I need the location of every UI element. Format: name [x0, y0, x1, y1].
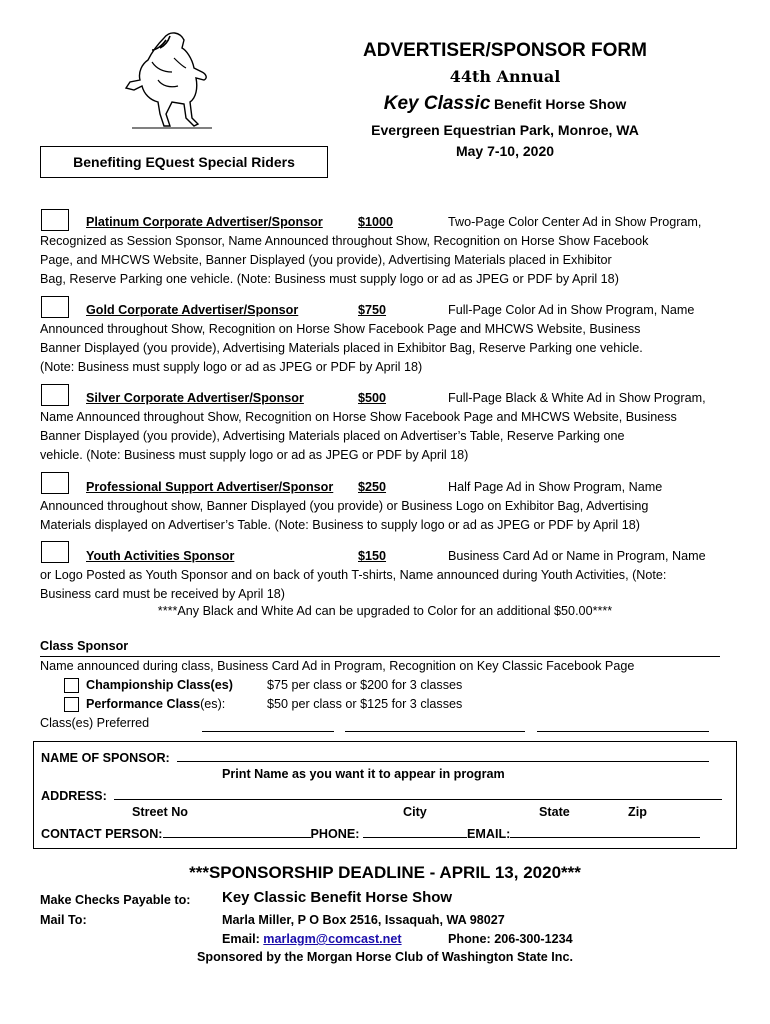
level-desc: vehicle. (Note: Business must supply logo or ad as JPEG or PDF by April 18)	[40, 448, 469, 462]
contact-person-field[interactable]	[163, 824, 311, 838]
level-desc: Bag, Reserve Parking one vehicle. (Note: Business must supply logo or ad as JPEG or PDF by April 18)	[40, 272, 619, 286]
level-name: Silver Corporate Advertiser/Sponsor	[86, 391, 304, 405]
city-label: City	[403, 805, 427, 819]
championship-checkbox[interactable]	[64, 678, 79, 693]
email-link[interactable]: marlagm@comcast.net	[263, 932, 402, 946]
level-name: Gold Corporate Advertiser/Sponsor	[86, 303, 299, 317]
event-name-rest: Benefit Horse Show	[494, 96, 627, 112]
email-prefix: Email:	[222, 932, 264, 946]
annual-label: 44th Annual	[449, 67, 561, 86]
horse-logo-icon	[112, 28, 224, 140]
level-desc: Materials displayed on Advertiser’s Table. (Note: Business to supply logo or ad as JPEG or PDF by April 18)	[40, 518, 640, 532]
benefiting-box: Benefiting EQuest Special Riders	[40, 146, 328, 178]
phone-prefix: Phone:	[448, 932, 495, 946]
level-desc: Full-Page Color Ad in Show Program, Name	[448, 303, 695, 317]
venue: Evergreen Equestrian Park, Monroe, WA	[371, 122, 639, 138]
event-name	[340, 93, 670, 115]
level-desc: Full-Page Black & White Ad in Show Program,	[448, 391, 706, 405]
payable-value: Key Classic Benefit Horse Show	[222, 889, 453, 906]
phone-value: 206-300-1234	[494, 932, 573, 946]
level-desc: Banner Displayed (you provide), Advertising Materials placed in Exhibitor Bag, Reserve Parking one vehicle.	[40, 341, 643, 355]
level-desc: Name Announced throughout Show, Recognition on Horse Show Facebook Page and MHCWS Website, Business	[40, 410, 677, 424]
level-price: $150	[358, 549, 387, 563]
level-desc: Page, and MHCWS Website, Banner Displayed (you provide), Advertising Materials placed in Exhibitor	[40, 253, 612, 267]
payable-label: Make Checks Payable to:	[40, 893, 191, 907]
email-label: EMAIL:	[467, 827, 511, 841]
level-desc: Banner Displayed (you provide), Advertising Materials placed on Advertiser’s Table, Reserve Parking one	[40, 429, 625, 443]
level-price: $1000	[358, 215, 394, 229]
level-desc: or Logo Posted as Youth Sponsor and on back of youth T-shirts, Name announced during Youth Activities, (Note:	[40, 568, 667, 582]
upgrade-note: ****Any Black and White Ad can be upgraded to Color for an additional $50.00****	[157, 604, 613, 618]
class-preferred-label: Class(es) Preferred	[40, 716, 150, 730]
level-desc: Recognized as Session Sponsor, Name Announced throughout Show, Recognition on Horse Show Facebook	[40, 234, 649, 248]
email-line	[222, 932, 402, 946]
silver-section	[40, 389, 730, 465]
mail-address: Marla Miller, P O Box 2516, Issaquah, WA 98027	[222, 913, 505, 927]
sponsor-name-label: NAME OF SPONSOR:	[41, 751, 170, 765]
gold-section	[40, 301, 730, 377]
phone-line	[448, 932, 573, 946]
championship-label: Championship Class(es)	[86, 678, 233, 692]
state-label: State	[539, 805, 570, 819]
level-desc: (Note: Business must supply logo or ad as JPEG or PDF by April 18)	[40, 360, 423, 374]
level-desc: Half Page Ad in Show Program, Name	[448, 480, 663, 494]
venue-block	[340, 120, 670, 162]
contact-person-label: CONTACT PERSON:	[41, 827, 163, 841]
phone-label: PHONE:	[310, 827, 360, 841]
sponsor-name-field[interactable]	[177, 748, 709, 762]
key-classic-label: Key Classic	[383, 93, 491, 114]
professional-support-section	[40, 478, 730, 535]
print-name-hint: Print Name as you want it to appear in program	[222, 767, 505, 781]
youth-activities-section	[40, 547, 730, 604]
mail-to-label: Mail To:	[40, 913, 87, 927]
sponsor-contact-form	[33, 741, 737, 849]
championship-price: $75 per class or $200 for 3 classes	[267, 678, 463, 692]
level-name: Professional Support Advertiser/Sponsor	[86, 480, 334, 494]
form-title: ADVERTISER/SPONSOR FORM	[363, 40, 647, 61]
email-field[interactable]	[510, 824, 700, 838]
level-desc: Two-Page Color Center Ad in Show Program,	[448, 215, 702, 229]
class-sponsor-section	[40, 637, 720, 733]
class-preferred-field-1[interactable]	[202, 718, 334, 732]
performance-checkbox[interactable]	[64, 697, 79, 712]
level-name: Platinum Corporate Advertiser/Sponsor	[86, 215, 323, 229]
performance-label-main: Performance Class	[86, 697, 201, 711]
performance-label-suffix: (es):	[200, 697, 226, 711]
performance-price: $50 per class or $125 for 3 classes	[267, 697, 463, 711]
level-name: Youth Activities Sponsor	[86, 549, 235, 563]
platinum-section	[40, 213, 730, 289]
sponsorship-deadline: ***SPONSORSHIP DEADLINE - APRIL 13, 2020***	[189, 863, 581, 882]
sponsored-by: Sponsored by the Morgan Horse Club of Washington State Inc.	[197, 950, 573, 964]
class-preferred-field-2[interactable]	[345, 718, 525, 732]
class-sponsor-heading: Class Sponsor	[40, 637, 720, 657]
level-desc: Business card must be received by April 18)	[40, 587, 285, 601]
class-preferred-field-3[interactable]	[537, 718, 709, 732]
performance-label	[86, 695, 225, 714]
level-price: $750	[358, 303, 387, 317]
address-label: ADDRESS:	[41, 789, 107, 803]
level-price: $250	[358, 480, 387, 494]
event-dates: May 7-10, 2020	[455, 143, 555, 159]
street-label: Street No	[132, 805, 188, 819]
level-desc: Business Card Ad or Name in Program, Name	[448, 549, 706, 563]
level-price: $500	[358, 391, 387, 405]
zip-label: Zip	[628, 805, 647, 819]
level-desc: Announced throughout Show, Recognition on Horse Show Facebook Page and MHCWS Website, Business	[40, 322, 641, 336]
address-field[interactable]	[114, 786, 722, 800]
class-sponsor-desc: Name announced during class, Business Card Ad in Program, Recognition on Key Classic Facebook Page	[40, 659, 635, 673]
level-desc: Announced throughout show, Banner Displayed (you provide) or Business Logo on Exhibitor Bag, Advertising	[40, 499, 649, 513]
phone-field[interactable]	[363, 824, 467, 838]
